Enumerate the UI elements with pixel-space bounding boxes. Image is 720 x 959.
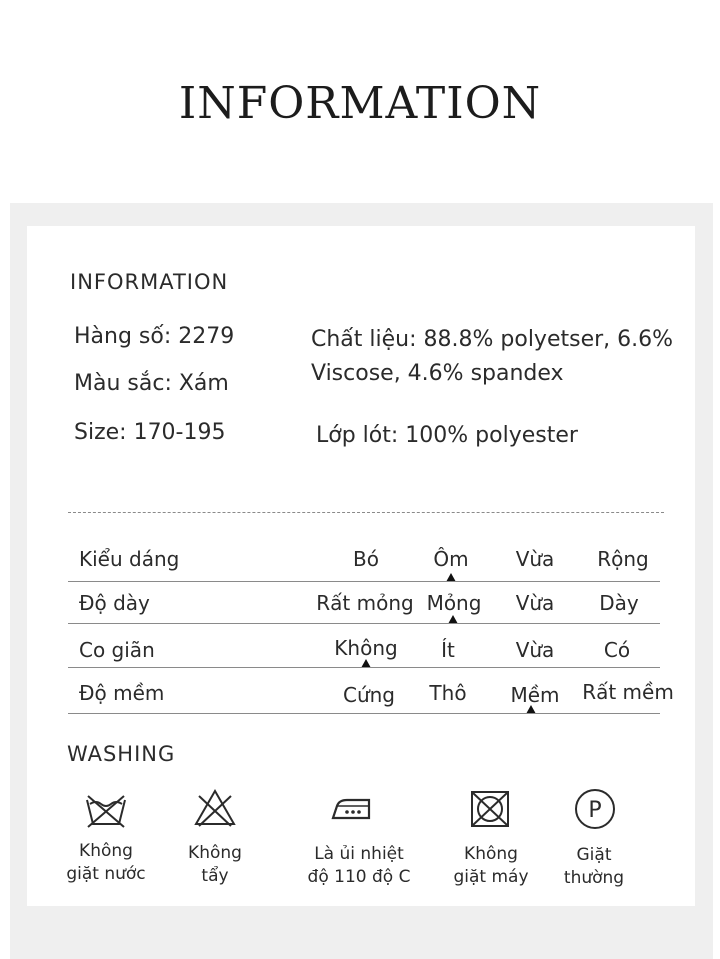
caption-line: giặt máy — [453, 867, 529, 887]
option: Có — [603, 638, 631, 662]
information-heading: INFORMATION — [70, 270, 229, 294]
wash-caption — [453, 843, 528, 889]
wash-caption — [308, 843, 411, 889]
washing-heading: WASHING — [67, 742, 176, 766]
option: Vừa — [515, 638, 555, 662]
no-wash-icon — [84, 792, 128, 830]
iron-icon — [331, 796, 373, 822]
material-line-2: Viscose, 4.6% spandex — [311, 361, 564, 386]
row-label: Kiểu dáng — [79, 547, 180, 571]
row-label: Độ dày — [79, 591, 150, 615]
wash-caption — [66, 840, 145, 886]
row-label: Độ mềm — [79, 681, 165, 705]
professional-clean-icon — [574, 788, 616, 830]
option: Rất mỏng — [316, 591, 414, 615]
option: Vừa — [515, 591, 555, 615]
page-title: INFORMATION — [178, 78, 542, 129]
caption-line: Là ủi nhiệt — [314, 844, 404, 864]
row-divider — [68, 623, 660, 624]
caption-line: thường — [563, 868, 625, 888]
option: Vừa — [515, 547, 555, 571]
row-label: Co giãn — [79, 638, 155, 662]
row-divider — [68, 581, 660, 582]
caption-line: giặt nước — [66, 864, 146, 884]
option: Mềm — [510, 683, 560, 707]
option: Dày — [599, 591, 639, 615]
no-bleach-icon — [193, 788, 237, 828]
material-line-1: Chất liệu: 88.8% polyetser, 6.6% — [311, 327, 674, 352]
wash-caption — [564, 844, 624, 890]
svg-text:P: P — [588, 798, 602, 823]
row-divider — [68, 713, 660, 714]
caption-line: Giặt — [576, 845, 612, 865]
dashed-divider — [68, 512, 664, 513]
item-number: Hàng số: 2279 — [74, 324, 235, 349]
lining-value: Lớp lót: 100% polyester — [316, 423, 578, 448]
option: Thô — [429, 681, 467, 705]
caption-line: độ 110 độ C — [307, 867, 411, 887]
no-machine-wash-icon — [470, 790, 510, 828]
option: Ít — [441, 638, 455, 662]
option: Rộng — [597, 547, 649, 571]
option: Cứng — [342, 683, 396, 707]
option: Không — [334, 636, 398, 660]
caption-line: tẩy — [201, 866, 229, 886]
caption-line: Không — [79, 841, 133, 861]
option: Mỏng — [426, 591, 482, 615]
size-value: Size: 170-195 — [74, 420, 226, 445]
row-divider — [68, 667, 660, 668]
color-value: Màu sắc: Xám — [74, 371, 229, 396]
option: Bó — [353, 547, 379, 571]
wash-caption — [188, 842, 242, 888]
option: Ôm — [433, 547, 469, 571]
option: Rất mềm — [582, 680, 674, 704]
caption-line: Không — [464, 844, 518, 864]
caption-line: Không — [188, 843, 242, 863]
